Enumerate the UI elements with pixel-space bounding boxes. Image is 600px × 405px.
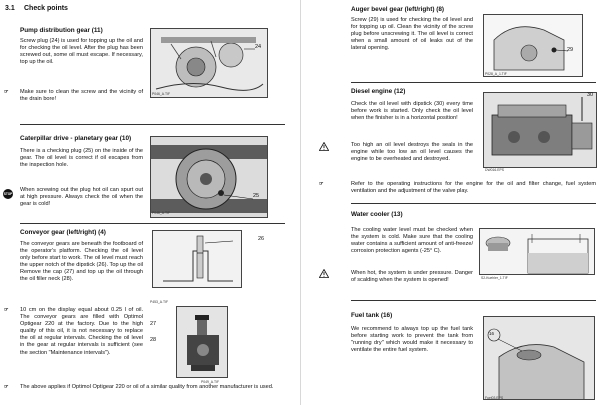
callout-24: 24	[255, 44, 262, 50]
warning-triangle-icon	[319, 269, 329, 278]
section-title: Check points	[24, 5, 68, 12]
conveyor-note: 10 cm on the display equal about 0.25 l of oil. The conveyor gears are filled with Optimol Optigear 220 at the factory. Due to the high quality of this oil, it is not necessary to replace the oil at regular intervals. Checking the oil level in the gear at regular intervals is sufficient (see the section "Maintenance intervals").	[20, 307, 143, 356]
conveyor-dipstick-figure	[152, 230, 242, 288]
divider	[351, 300, 596, 301]
hand-pointer-icon: ☞	[319, 181, 324, 187]
pump-note: Make sure to clean the screw and the vicinity of the drain bore!	[20, 89, 143, 103]
pump-figure	[150, 28, 268, 98]
divider	[20, 223, 285, 224]
conveyor-text: The conveyor gears are beneath the footboard of the operator's platform. Checking the oil level only before start to work. The oil level must reach the upper notch of the dipstick (26). Top up the oil Remove the cap (27) and top up the oil through the oil filler neck (28).	[20, 241, 143, 283]
fuel-text: We recommend to always top up the fuel tank before starting work to prevent the tank from "running dry" which would make it necessary to ventilate the entire fuel system.	[351, 326, 473, 354]
diesel-warning: Too high an oil level destroys the seals in the engine while too low an oil level causes the engine to be overheated and destroyed.	[351, 142, 473, 163]
diesel-text: Check the oil level with dipstick (30) every time before work is started. Only check the oil level when the finisher is in a horizontal position!	[351, 101, 473, 122]
pump-text: Screw plug (24) is used for topping up the oil and for checking the oil level. After the plug has been screwed out, some oil must escape. If necessary, top up the oil.	[20, 38, 143, 66]
right-page	[301, 0, 600, 405]
divider	[351, 203, 596, 204]
pump-caption: P046_A.TIF	[152, 92, 171, 96]
auger-caption: P028_A_1.TIF	[485, 72, 507, 76]
fuel-title: Fuel tank (16)	[351, 312, 393, 319]
callout-16: 16	[489, 331, 495, 336]
callout-25: 25	[253, 193, 260, 199]
callout-26: 26	[258, 236, 265, 242]
water-caption: S2-Kuehler_1.TIF	[481, 276, 508, 280]
pump-title: Pump distribution gear (11)	[20, 27, 103, 34]
water-warning: When hot, the system is under pressure. Danger of scalding when the system is opened!	[351, 270, 473, 284]
caterpillar-warning: When screwing out the plug hot oil can spurt out at high pressure. Always check the oil when the gear is cold!	[20, 187, 143, 208]
diesel-note: Refer to the operating instructions for the engine for the oil and filter change, fuel system ventilation and the adjustment of the valve play.	[351, 181, 596, 195]
stop-icon: STOP	[3, 189, 13, 199]
section-number: 3.1	[5, 5, 15, 12]
footer-note: The above applies if Optimol Optigear 220 or oil of a similar quality from another manufacturer is used.	[20, 384, 274, 390]
water-text: The cooling water level must be checked when the system is cold. Make sure that the cooling water contains a sufficient amount of anti-freeze/ corrosion protection agents (-25° C).	[351, 227, 473, 255]
callout-28: 28	[150, 337, 157, 343]
caterpillar-text: There is a checking plug (25) on the inside of the gear. The oil level is correct if oil escapes from the inspection hole.	[20, 148, 143, 169]
auger-text: Screw (29) is used for checking the oil level and for topping up oil. Clean the vicinity of the screw plug before unscrewing it. The oil level is correct when a small amount of oil leaks out of the lateral opening.	[351, 17, 473, 52]
fuel-figure	[483, 316, 595, 400]
water-figure	[479, 228, 595, 275]
auger-figure	[483, 14, 583, 77]
callout-29: 29	[567, 47, 574, 53]
hand-pointer-icon: ☞	[4, 307, 9, 313]
hand-pointer-icon: ☞	[4, 89, 9, 95]
caterpillar-title: Caterpillar drive - planetary gear (10)	[20, 135, 132, 142]
conveyor-caption-bottom: P049_A.TIF	[201, 380, 220, 384]
auger-title: Auger bevel gear (left/right) (8)	[351, 6, 445, 13]
hand-pointer-icon: ☞	[4, 384, 9, 390]
conveyor-caption-top: P453_A.TIF	[150, 300, 169, 304]
divider	[20, 124, 285, 125]
fuel-caption: Fuel03.EPS	[485, 396, 504, 400]
caterpillar-figure	[150, 136, 268, 218]
divider	[351, 82, 596, 83]
conveyor-gear-figure	[176, 306, 228, 378]
diesel-figure	[483, 92, 597, 168]
diesel-title: Diesel engine (12)	[351, 88, 406, 95]
warning-triangle-icon	[319, 142, 329, 151]
callout-30: 30	[587, 92, 594, 98]
callout-27: 27	[150, 321, 157, 327]
water-title: Water cooler (13)	[351, 211, 403, 218]
diesel-caption: DW016.EPS	[485, 168, 505, 172]
conveyor-title: Conveyor gear (left/right) (4)	[20, 229, 106, 236]
caterpillar-caption: P048_A.TIF	[152, 211, 171, 215]
